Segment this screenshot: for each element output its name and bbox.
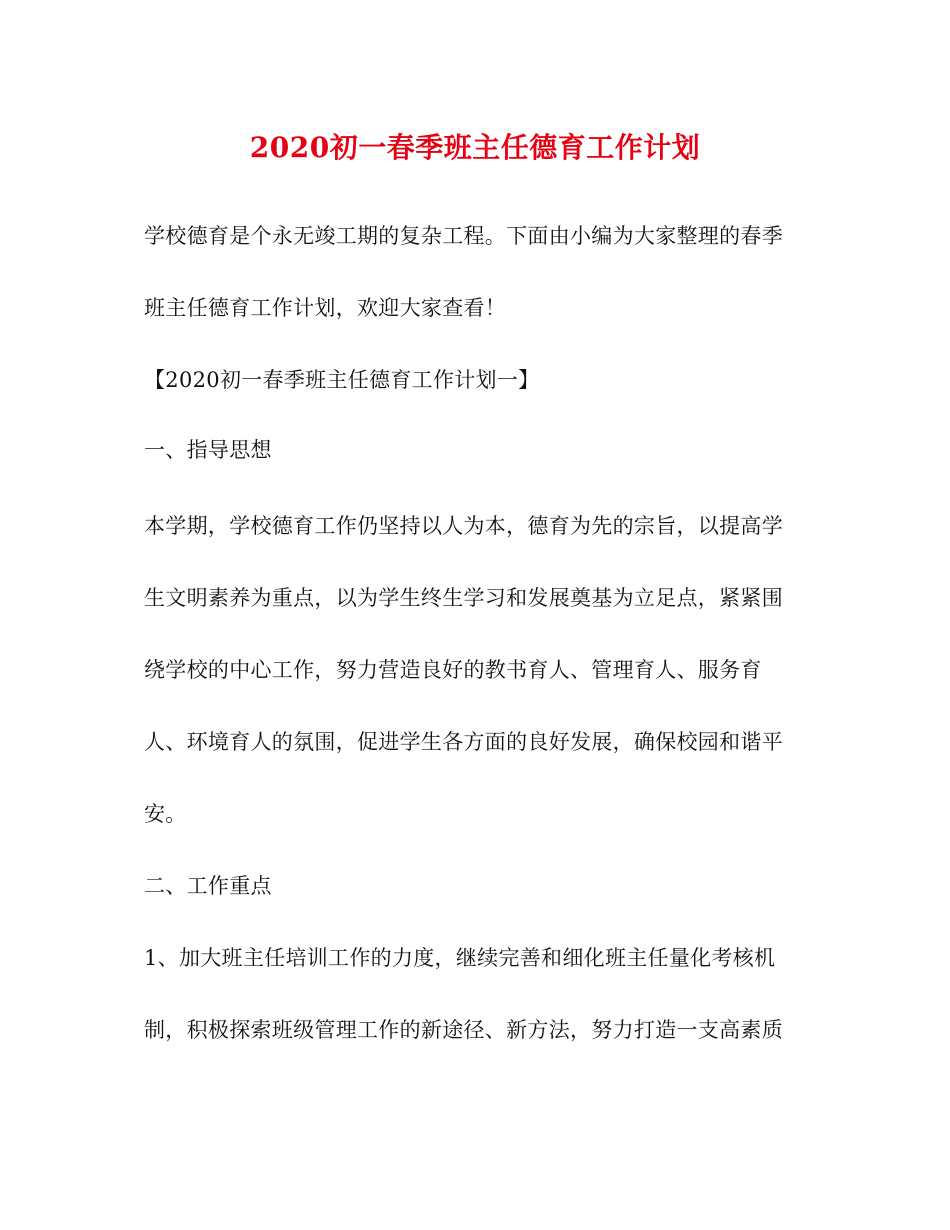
intro-line-1: 学校德育是个永无竣工期的复杂工程。下面由小编为大家整理的春季 <box>144 224 783 248</box>
paragraph-line-5: 安。 <box>144 802 187 826</box>
heading-work-focus: 二、工作重点 <box>144 874 272 898</box>
intro-line-2: 班主任德育工作计划，欢迎大家查看！ <box>144 296 507 320</box>
document-title: 2020初一春季班主任德育工作计划 <box>249 131 701 164</box>
section-heading-plan-one: 【2020初一春季班主任德育工作计划一】 <box>144 368 540 392</box>
paragraph-line-3: 绕学校的中心工作，努力营造良好的教书育人、管理育人、服务育 <box>144 658 762 682</box>
paragraph-line-2: 生文明素养为重点，以为学生终生学习和发展奠基为立足点，紧紧围 <box>144 586 783 610</box>
paragraph-line-1: 本学期，学校德育工作仍坚持以人为本，德育为先的宗旨，以提高学 <box>144 514 783 538</box>
paragraph-line-4: 人、环境育人的氛围，促进学生各方面的良好发展，确保校园和谐平 <box>144 730 783 754</box>
item-1-line-1: 1、加大班主任培训工作的力度，继续完善和细化班主任量化考核机 <box>144 946 776 970</box>
item-1-line-2: 制，积极探索班级管理工作的新途径、新方法，努力打造一支高素质 <box>144 1018 783 1042</box>
heading-guiding-ideology: 一、指导思想 <box>144 438 272 462</box>
